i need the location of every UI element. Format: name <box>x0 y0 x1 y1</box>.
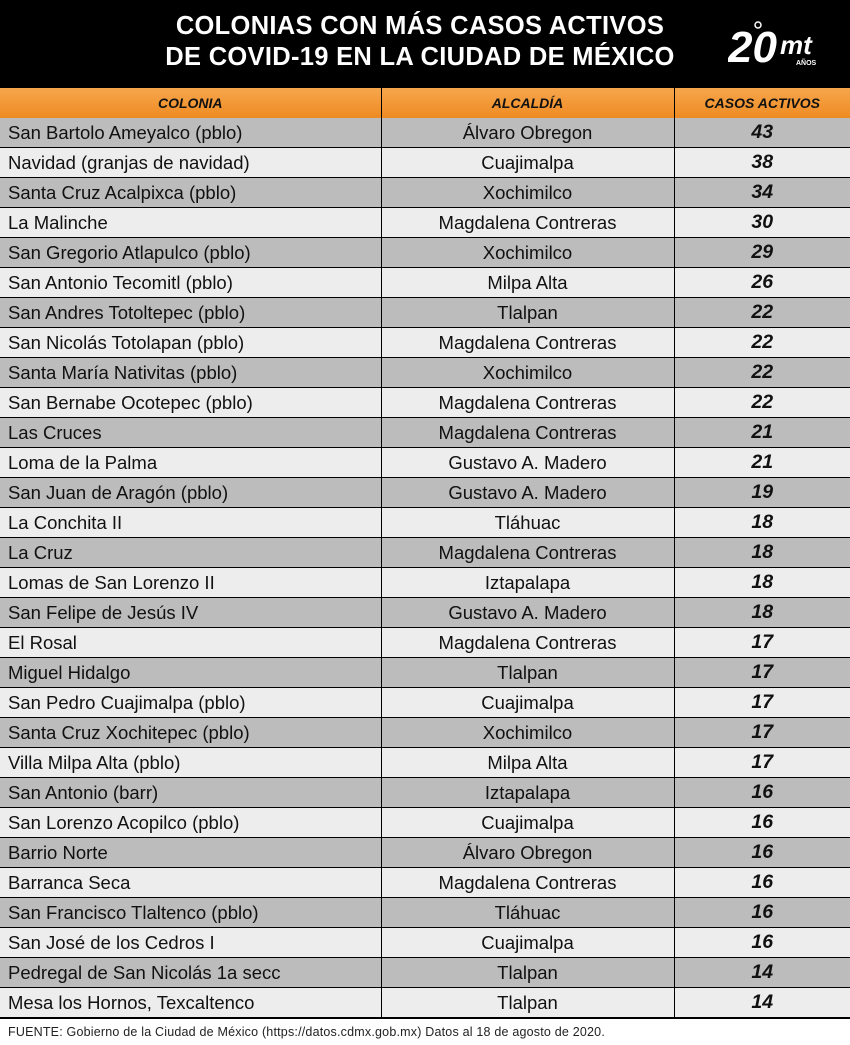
cell-alcaldia: Álvaro Obregon <box>381 118 674 148</box>
cell-colonia: San Antonio Tecomitl (pblo) <box>0 268 381 298</box>
header <box>0 0 850 88</box>
cell-casos-activos: 14 <box>674 958 850 988</box>
table-row <box>0 838 850 868</box>
cell-colonia: La Cruz <box>0 538 381 568</box>
cell-casos-activos: 17 <box>674 748 850 778</box>
page-title <box>0 11 850 73</box>
cell-alcaldia: Xochimilco <box>381 718 674 748</box>
table-row <box>0 178 850 208</box>
cell-alcaldia: Magdalena Contreras <box>381 208 674 238</box>
table-row <box>0 598 850 628</box>
table-row <box>0 208 850 238</box>
cell-alcaldia: Milpa Alta <box>381 748 674 778</box>
cell-colonia: Santa María Nativitas (pblo) <box>0 358 381 388</box>
cell-colonia: Mesa los Hornos, Texcaltenco <box>0 988 381 1018</box>
cell-colonia: Barranca Seca <box>0 868 381 898</box>
cell-casos-activos: 17 <box>674 658 850 688</box>
table-row <box>0 748 850 778</box>
table-row <box>0 148 850 178</box>
table-row <box>0 658 850 688</box>
cell-alcaldia: Magdalena Contreras <box>381 388 674 418</box>
logo-letters: mt <box>780 30 812 60</box>
cell-colonia: San Bartolo Ameyalco (pblo) <box>0 118 381 148</box>
header-alcaldia: ALCALDÍA <box>381 88 674 118</box>
cell-casos-activos: 26 <box>674 268 850 298</box>
logo-sub: AÑOS <box>796 60 817 67</box>
table-row <box>0 478 850 508</box>
cell-casos-activos: 16 <box>674 928 850 958</box>
cell-casos-activos: 14 <box>674 988 850 1018</box>
cell-casos-activos: 17 <box>674 718 850 748</box>
header-casos-activos: CASOS ACTIVOS <box>674 88 850 118</box>
cell-casos-activos: 18 <box>674 508 850 538</box>
table-row <box>0 298 850 328</box>
cell-alcaldia: Magdalena Contreras <box>381 628 674 658</box>
cell-alcaldia: Tlalpan <box>381 298 674 328</box>
table-row <box>0 988 850 1018</box>
cell-casos-activos: 16 <box>674 838 850 868</box>
cell-colonia: La Malinche <box>0 208 381 238</box>
cell-colonia: San José de los Cedros I <box>0 928 381 958</box>
cell-colonia: Navidad (granjas de navidad) <box>0 148 381 178</box>
cell-casos-activos: 22 <box>674 388 850 418</box>
cell-casos-activos: 38 <box>674 148 850 178</box>
table-row <box>0 628 850 658</box>
cell-casos-activos: 18 <box>674 568 850 598</box>
table-row <box>0 448 850 478</box>
cell-alcaldia: Iztapalapa <box>381 568 674 598</box>
table-row <box>0 538 850 568</box>
cell-casos-activos: 16 <box>674 868 850 898</box>
cell-casos-activos: 22 <box>674 358 850 388</box>
cell-colonia: San Bernabe Ocotepec (pblo) <box>0 388 381 418</box>
logo-number: 20 <box>728 23 777 72</box>
table-row <box>0 508 850 538</box>
cell-colonia: Santa Cruz Acalpixca (pblo) <box>0 178 381 208</box>
header-colonia: COLONIA <box>0 88 381 118</box>
cell-alcaldia: Magdalena Contreras <box>381 328 674 358</box>
cell-alcaldia: Magdalena Contreras <box>381 418 674 448</box>
title-line-2: DE COVID-19 EN LA CIUDAD DE MÉXICO <box>165 43 675 71</box>
table-row <box>0 118 850 148</box>
cell-alcaldia: Álvaro Obregon <box>381 838 674 868</box>
cell-casos-activos: 16 <box>674 778 850 808</box>
title-line-1: COLONIAS CON MÁS CASOS ACTIVOS <box>175 12 665 40</box>
cell-alcaldia: Iztapalapa <box>381 778 674 808</box>
cell-colonia: San Francisco Tlaltenco (pblo) <box>0 898 381 928</box>
table-row <box>0 778 850 808</box>
table-row <box>0 898 850 928</box>
cell-casos-activos: 34 <box>674 178 850 208</box>
cell-colonia: Villa Milpa Alta (pblo) <box>0 748 381 778</box>
cell-casos-activos: 17 <box>674 628 850 658</box>
table-row <box>0 268 850 298</box>
cell-alcaldia: Cuajimalpa <box>381 688 674 718</box>
cell-colonia: San Nicolás Totolapan (pblo) <box>0 328 381 358</box>
table-header-row <box>0 88 850 118</box>
cell-alcaldia: Magdalena Contreras <box>381 538 674 568</box>
cell-alcaldia: Gustavo A. Madero <box>381 478 674 508</box>
cell-casos-activos: 21 <box>674 418 850 448</box>
cell-alcaldia: Tláhuac <box>381 898 674 928</box>
cell-alcaldia: Xochimilco <box>381 358 674 388</box>
source-footer: FUENTE: Gobierno de la Ciudad de México (https://datos.cdmx.gob.mx) Datos al 18 de agosto de 2020. <box>0 1018 850 1045</box>
cell-colonia: San Lorenzo Acopilco (pblo) <box>0 808 381 838</box>
table-row <box>0 718 850 748</box>
cell-colonia: San Felipe de Jesús IV <box>0 598 381 628</box>
cell-casos-activos: 43 <box>674 118 850 148</box>
table-row <box>0 568 850 598</box>
cell-alcaldia: Milpa Alta <box>381 268 674 298</box>
cell-alcaldia: Tlalpan <box>381 958 674 988</box>
cell-colonia: Barrio Norte <box>0 838 381 868</box>
table-row <box>0 388 850 418</box>
cell-alcaldia: Xochimilco <box>381 238 674 268</box>
cell-alcaldia: Cuajimalpa <box>381 148 674 178</box>
cell-colonia: San Juan de Aragón (pblo) <box>0 478 381 508</box>
cell-casos-activos: 17 <box>674 688 850 718</box>
cell-alcaldia: Cuajimalpa <box>381 808 674 838</box>
table-row <box>0 418 850 448</box>
cell-colonia: Las Cruces <box>0 418 381 448</box>
table-row <box>0 688 850 718</box>
cell-alcaldia: Xochimilco <box>381 178 674 208</box>
cell-alcaldia: Tlalpan <box>381 658 674 688</box>
cases-table <box>0 88 850 1018</box>
cell-colonia: San Antonio (barr) <box>0 778 381 808</box>
cell-casos-activos: 18 <box>674 598 850 628</box>
cell-alcaldia: Magdalena Contreras <box>381 868 674 898</box>
cell-casos-activos: 16 <box>674 898 850 928</box>
cell-colonia: San Andres Totoltepec (pblo) <box>0 298 381 328</box>
cell-colonia: Santa Cruz Xochitepec (pblo) <box>0 718 381 748</box>
cell-alcaldia: Tlalpan <box>381 988 674 1018</box>
table-row <box>0 238 850 268</box>
cell-colonia: El Rosal <box>0 628 381 658</box>
cell-colonia: San Pedro Cuajimalpa (pblo) <box>0 688 381 718</box>
cell-colonia: Loma de la Palma <box>0 448 381 478</box>
cell-colonia: San Gregorio Atlapulco (pblo) <box>0 238 381 268</box>
cell-colonia: Pedregal de San Nicolás 1a secc <box>0 958 381 988</box>
cell-alcaldia: Gustavo A. Madero <box>381 598 674 628</box>
cell-casos-activos: 18 <box>674 538 850 568</box>
cell-casos-activos: 22 <box>674 328 850 358</box>
cell-casos-activos: 30 <box>674 208 850 238</box>
cell-casos-activos: 22 <box>674 298 850 328</box>
table-row <box>0 928 850 958</box>
table-row <box>0 328 850 358</box>
table-row <box>0 808 850 838</box>
table-body <box>0 118 850 1018</box>
cell-casos-activos: 29 <box>674 238 850 268</box>
table-row <box>0 868 850 898</box>
mt-20-anos-logo <box>728 14 824 74</box>
cell-alcaldia: Cuajimalpa <box>381 928 674 958</box>
cell-colonia: La Conchita II <box>0 508 381 538</box>
cell-colonia: Lomas de San Lorenzo II <box>0 568 381 598</box>
cell-alcaldia: Gustavo A. Madero <box>381 448 674 478</box>
cell-casos-activos: 21 <box>674 448 850 478</box>
table-row <box>0 958 850 988</box>
cell-casos-activos: 16 <box>674 808 850 838</box>
table-row <box>0 358 850 388</box>
cell-alcaldia: Tláhuac <box>381 508 674 538</box>
cell-casos-activos: 19 <box>674 478 850 508</box>
cell-colonia: Miguel Hidalgo <box>0 658 381 688</box>
